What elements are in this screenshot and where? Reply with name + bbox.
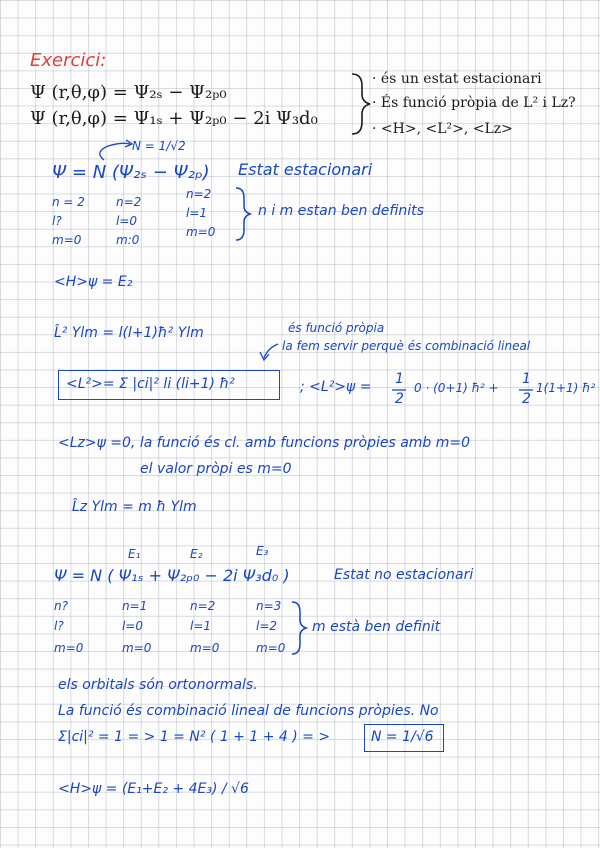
- L2-eigen-equation: L̂² Ylm = l(l+1)ħ² Ylm: [54, 325, 204, 341]
- qn-col1-m: m=0: [52, 233, 82, 247]
- L2-term1: 0 · (0+1) ħ² +: [414, 381, 499, 395]
- normalization-equation: Σ|ci|² = 1 = > 1 = N² ( 1 + 1 + 4 ) = >: [58, 729, 331, 745]
- wavefunction-2: Ψ (r,θ,φ) = Ψ₁ₛ + Ψ₂ₚ₀ − 2i Ψ₃d₀: [30, 108, 318, 129]
- qn-col2-l: l=0: [116, 214, 138, 228]
- energy-E1: E₁: [128, 547, 141, 561]
- Lz-line1: <Lz>ψ =0, la funció és cl. amb funcions pròpies amb m=0: [58, 435, 471, 451]
- L2-frac2-num: 1: [522, 371, 531, 387]
- qn2-col3-m: m=0: [190, 641, 220, 655]
- qn-col3-l: l=1: [186, 206, 208, 220]
- L2-note-combination: la fem servir perquè és combinació lineal: [282, 339, 531, 353]
- qn2-col2-m: m=0: [122, 641, 152, 655]
- qn2-col4-l: l=2: [256, 619, 278, 633]
- L2-result-prefix: ; <L²>ψ =: [300, 379, 372, 395]
- Lz-eigen-equation: L̂z Ylm = m ħ Ylm: [72, 499, 197, 515]
- Lz-line2: el valor pròpi es m=0: [140, 461, 292, 477]
- orthonormal-line: els orbitals són ortonormals.: [58, 677, 258, 693]
- qn2-col1-l: l?: [54, 619, 64, 633]
- qn-col1-n: n = 2: [52, 195, 85, 209]
- state-label-1: Estat estacionari: [238, 160, 373, 179]
- psi-part1: Ψ = N (Ψ₂ₛ − Ψ₂ₚ): [52, 162, 210, 183]
- norm-arrow: [100, 143, 130, 160]
- question-expectations: · <H>, <L²>, <Lz>: [372, 121, 513, 137]
- exercise-title: Exercici:: [30, 50, 107, 71]
- qn-col2-n: n=2: [116, 195, 142, 209]
- H-expectation-1: <H>ψ = E₂: [54, 274, 133, 290]
- energy-E2: E₂: [190, 547, 203, 561]
- norm-note-1: N = 1/√2: [132, 139, 186, 153]
- L2-frac1-num: 1: [395, 371, 404, 387]
- energy-E3: E₃: [256, 544, 269, 558]
- question-stationary: · és un estat estacionari: [372, 71, 542, 87]
- qn2-col3-n: n=2: [190, 599, 216, 613]
- L2-term2: 1(1+1) ħ²: [536, 381, 596, 395]
- psi-part2: Ψ = N ( Ψ₁ₛ + Ψ₂ₚ₀ − 2i Ψ₃d₀ ): [54, 566, 290, 585]
- qn-col2-m: m:0: [116, 233, 140, 247]
- qn2-col3-l: l=1: [190, 619, 212, 633]
- H-expectation-2: <H>ψ = (E₁+E₂ + 4E₃) / √6: [58, 781, 249, 797]
- brace-note-1: n i m estan ben definits: [258, 203, 424, 219]
- brace-part1: [236, 188, 250, 240]
- combination-arrow-head: [260, 352, 269, 360]
- qn-col3-n: n=2: [186, 187, 212, 201]
- qn-col1-l: l?: [52, 214, 62, 228]
- norm-arrow-head: [125, 140, 132, 147]
- state-label-2: Estat no estacionari: [334, 567, 474, 583]
- qn2-col2-l: l=0: [122, 619, 144, 633]
- qn-col3-m: m=0: [186, 225, 216, 239]
- qn2-col4-n: n=3: [256, 599, 282, 613]
- L2-frac1-den: 2: [395, 391, 404, 407]
- L2-formula: <L²>= Σ |ci|² li (li+1) ħ²: [66, 376, 235, 392]
- combination-arrow: [264, 344, 278, 358]
- qn2-col4-m: m=0: [256, 641, 286, 655]
- L2-note-eigen: és funció pròpia: [288, 321, 385, 335]
- qn2-col1-m: m=0: [54, 641, 84, 655]
- qn2-col1-n: n?: [54, 599, 68, 613]
- brace-note-2: m està ben definit: [312, 619, 441, 635]
- brace-part2: [292, 602, 306, 654]
- wavefunction-1: Ψ (r,θ,φ) = Ψ₂ₛ − Ψ₂ₚ₀: [30, 82, 227, 103]
- header-brace: [352, 74, 370, 134]
- qn2-col2-n: n=1: [122, 599, 148, 613]
- L2-frac2-den: 2: [522, 391, 531, 407]
- question-eigenfunction: · És funció pròpia de L² i Lz?: [372, 95, 576, 111]
- normalization-result: N = 1/√6: [371, 729, 434, 745]
- combination-line: La funció és combinació lineal de funcions pròpies. No: [58, 703, 439, 719]
